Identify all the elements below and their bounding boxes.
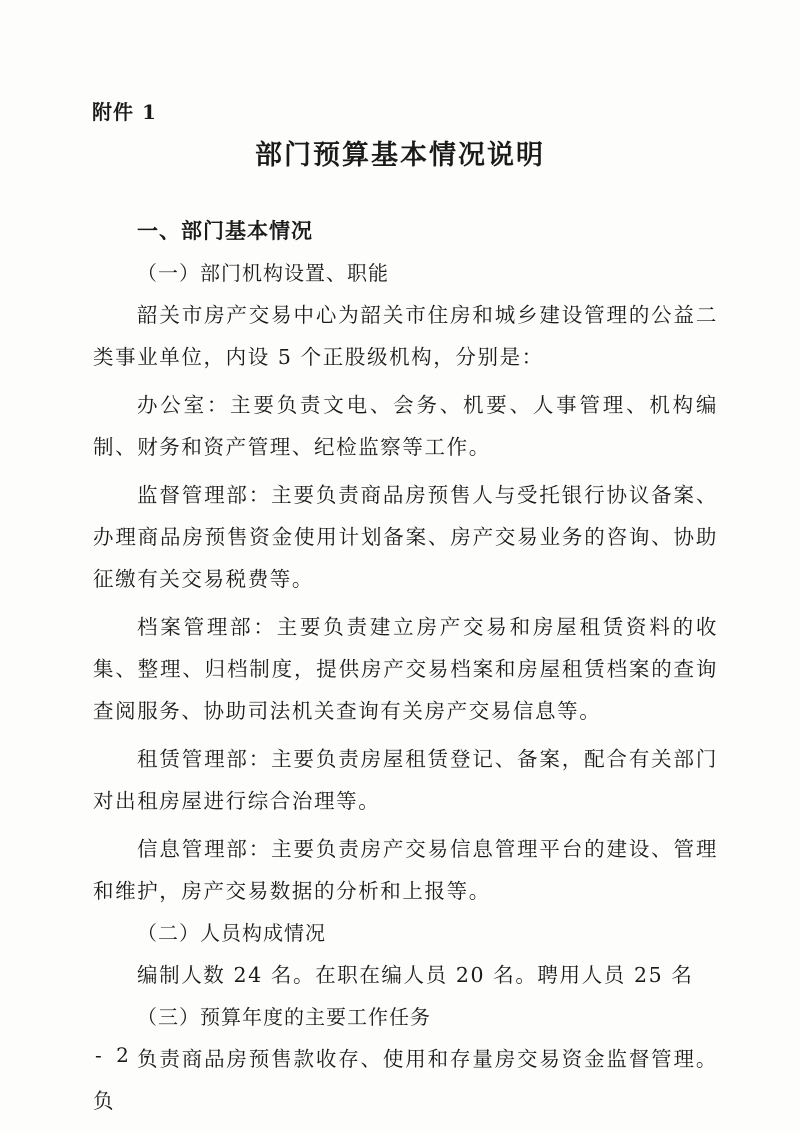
- paragraph-unit-leasing: 租赁管理部：主要负责房屋租赁登记、备案，配合有关部门对出租房屋进行综合治理等。: [93, 747, 718, 813]
- subsection-heading-staffing: （二）人员构成情况: [137, 921, 326, 945]
- document-title: 部门预算基本情况说明: [255, 140, 545, 171]
- attachment-label: 附件 1: [92, 100, 157, 124]
- subsection-heading-tasks: （三）预算年度的主要工作任务: [137, 1005, 431, 1029]
- subsection-heading-organization: （一）部门机构设置、职能: [137, 261, 389, 285]
- paragraph-tasks: 负责商品房预售款收存、使用和存量房交易资金监督管理。负: [93, 1047, 718, 1113]
- document-body: [93, 210, 718, 1113]
- paragraph-unit-archives: 档案管理部：主要负责建立房产交易和房屋租赁资料的收集、整理、归档制度，提供房产交易档案和房屋租赁档案的查询查阅服务、协助司法机关查询有关房产交易信息等。: [93, 615, 718, 723]
- paragraph-intro: 韶关市房产交易中心为韶关市住房和城乡建设管理的公益二类事业单位，内设 5 个正股级机构，分别是：: [93, 303, 718, 369]
- paragraph-unit-information: 信息管理部：主要负责房产交易信息管理平台的建设、管理和维护，房产交易数据的分析和上报等。: [93, 837, 718, 903]
- page-number: - 2 -: [95, 1043, 154, 1067]
- paragraph-unit-supervision: 监督管理部：主要负责商品房预售人与受托银行协议备案、办理商品房预售资金使用计划备案、房产交易业务的咨询、协助征缴有关交易税费等。: [93, 483, 718, 591]
- paragraph-staffing: 编制人数 24 名。在职在编人员 20 名。聘用人员 25 名: [137, 963, 694, 987]
- section-heading-basic-info: 一、部门基本情况: [137, 218, 313, 243]
- paragraph-unit-office: 办公室：主要负责文电、会务、机要、人事管理、机构编制、财务和资产管理、纪检监察等工作。: [93, 393, 718, 459]
